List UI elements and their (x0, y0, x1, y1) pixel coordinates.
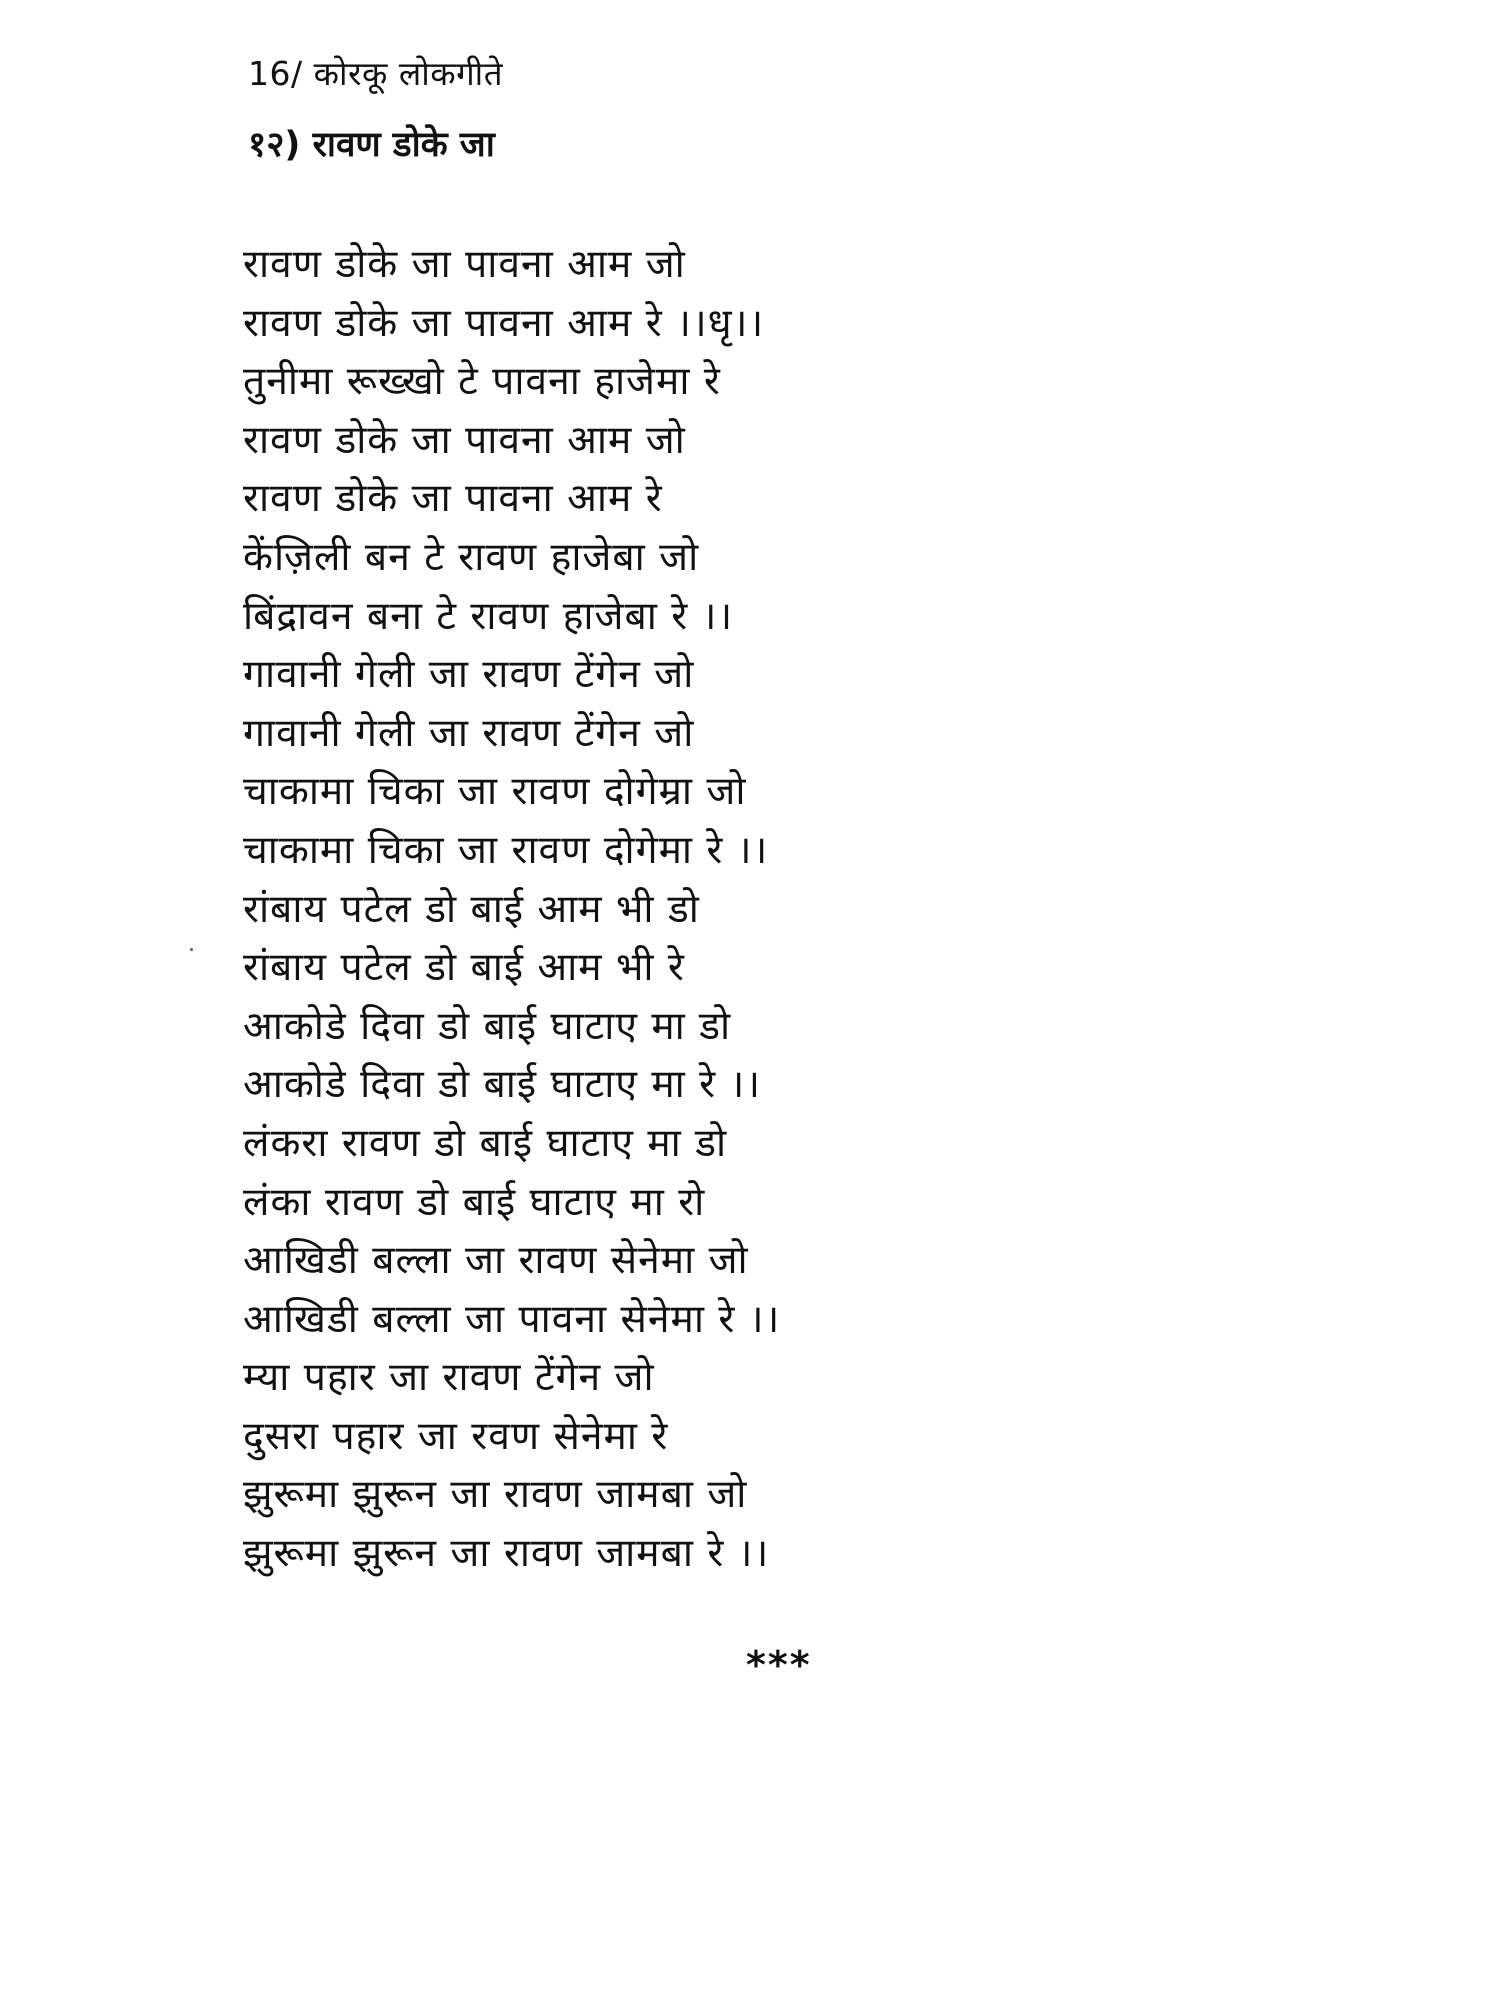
lyric-line: तुनीमा रूख्खो टे पावना हाजेमा रे (243, 359, 721, 405)
lyric-line: आकोडे दिवा डो बाई घाटाए मा रे ।। (243, 1062, 762, 1108)
section-separator: *** (746, 1643, 812, 1687)
lyric-line: आखिडी बल्ला जा रावण सेनेमा जो (243, 1238, 749, 1284)
lyric-line: रांबाय पटेल डो बाई आम भी रे (243, 945, 685, 991)
lyric-line: रावण डोके जा पावना आम रे ।।धृ।। (243, 300, 765, 346)
lyric-line: म्या पहार जा रावण टेंगेन जो (243, 1355, 655, 1401)
lyric-line: आखिडी बल्ला जा पावना सेनेमा रे ।। (243, 1296, 781, 1342)
lyric-line: लंकरा रावण डो बाई घाटाए मा डो (243, 1120, 728, 1166)
lyric-line: झुरूमा झुरून जा रावण जामबा रे ।। (243, 1531, 770, 1577)
lyric-line: चाकामा चिका जा रावण दोगेमा रे ।। (243, 827, 769, 873)
lyric-line: दुसरा पहार जा रवण सेनेमा रे (243, 1413, 669, 1459)
lyric-line: झुरूमा झुरून जा रावण जामबा जो (243, 1472, 748, 1518)
lyric-line: आकोडे दिवा डो बाई घाटाए मा डो (243, 1003, 732, 1049)
running-head: 16/ कोरकू लोकगीते (248, 54, 504, 93)
song-lyrics (243, 236, 780, 1584)
lyric-line: लंका रावण डो बाई घाटाए मा रो (243, 1179, 706, 1225)
lyric-line: बिंद्रावन बना टे रावण हाजेबा रे ।। (243, 593, 734, 639)
lyric-line: रांबाय पटेल डो बाई आम भी डो (243, 886, 700, 932)
lyric-line: गावानी गेली जा रावण टेंगेन जो (243, 710, 695, 756)
lyric-line: रावण डोके जा पावना आम रे (243, 476, 663, 522)
lyric-line: गावानी गेली जा रावण टेंगेन जो (243, 652, 695, 698)
lyric-line: केंज़िली बन टे रावण हाजेबा जो (243, 534, 700, 580)
song-title: १२) रावण डोके जा (248, 125, 495, 165)
lyric-line: रावण डोके जा पावना आम जो (243, 242, 686, 287)
scan-speck (190, 948, 193, 951)
lyric-line: चाकामा चिका जा रावण दोगेम्रा जो (243, 769, 747, 815)
lyric-line: रावण डोके जा पावना आम जो (243, 417, 686, 463)
